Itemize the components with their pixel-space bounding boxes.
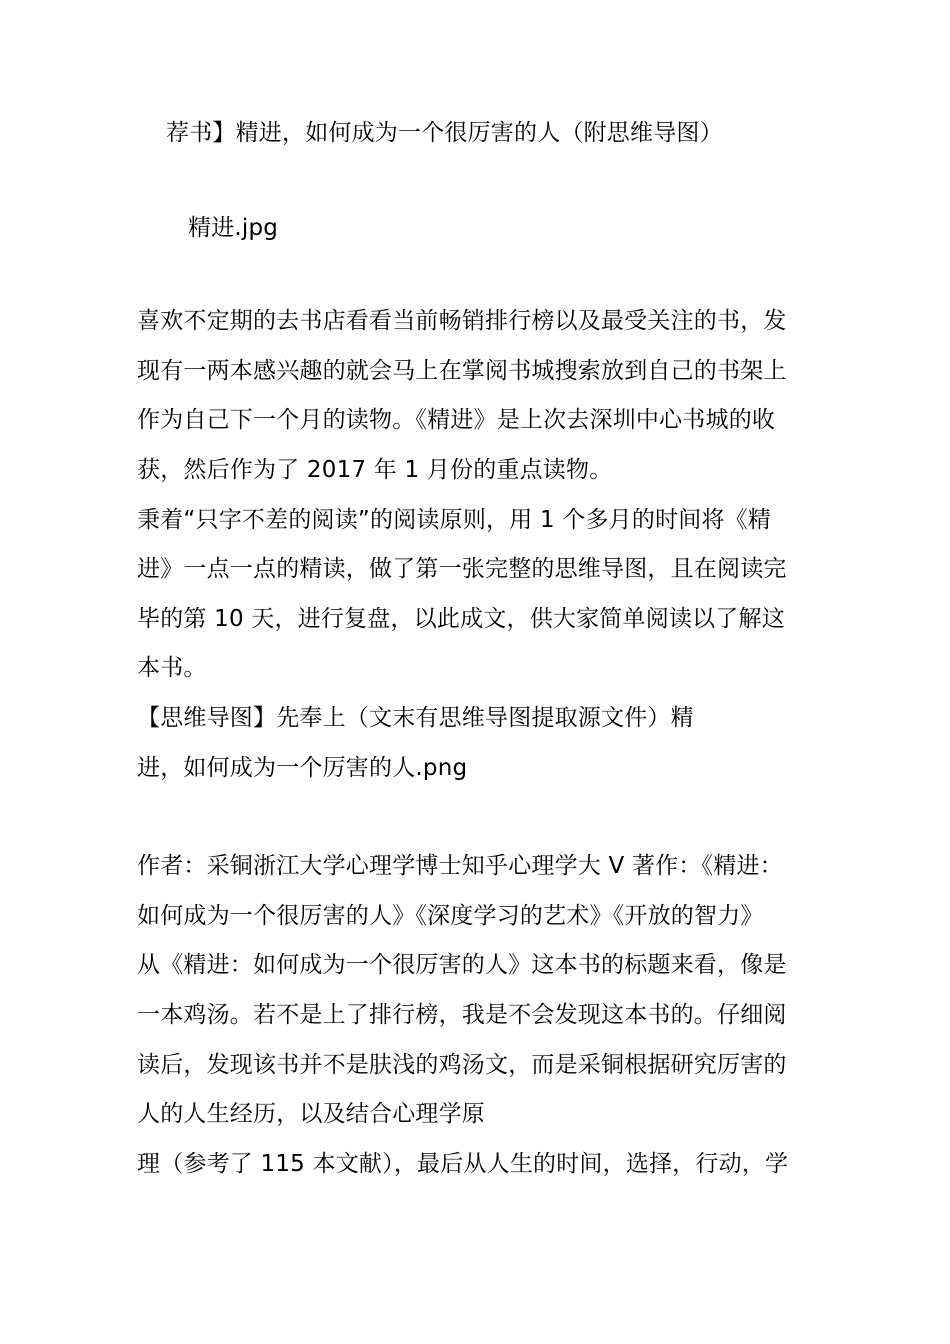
paragraph-line: 进》一点一点的精读，做了第一张完整的思维导图，且在阅读完 [137,556,787,582]
paragraph-line: 作者：采铜浙江大学心理学博士知乎心理学大 V 著作：《精进： [137,853,783,879]
image-caption-mindmap: 进，如何成为一个厉害的人.png [137,755,468,781]
paragraph-line: 现有一两本感兴趣的就会马上在掌阅书城搜索放到自己的书架上 [137,358,787,384]
paragraph-line: 毕的第 10 天，进行复盘，以此成文，供大家简单阅读以了解这 [137,606,785,632]
paragraph-line: 从《精进：如何成为一个很厉害的人》这本书的标题来看，像是 [137,952,787,978]
paragraph-line: 秉着“只字不差的阅读”的阅读原则，用 1 个多月的时间将《精 [137,507,772,533]
document-title: 荐书】精进，如何成为一个很厉害的人（附思维导图） [166,120,723,146]
image-caption-cover: 精进.jpg [188,215,279,241]
paragraph-line: 读后，发现该书并不是肤浅的鸡汤文，而是采铜根据研究厉害的 [137,1052,787,1078]
mindmap-heading: 【思维导图】先奉上（文末有思维导图提取源文件）精 [137,705,694,731]
paragraph-line: 作为自己下一个月的读物。《精进》是上次去深圳中心书城的收 [137,407,776,433]
paragraph-line: 如何成为一个很厉害的人》《深度学习的艺术》《开放的智力》 [137,903,764,929]
paragraph-line: 本书。 [137,655,207,681]
paragraph-line: 理（参考了 115 本文献），最后从人生的时间，选择，行动，学 [137,1151,789,1177]
paragraph-line: 获，然后作为了 2017 年 1 月份的重点读物。 [137,457,613,483]
paragraph-line: 喜欢不定期的去书店看看当前畅销排行榜以及最受关注的书，发 [137,308,787,334]
paragraph-line: 人的人生经历，以及结合心理学原 [137,1101,485,1127]
paragraph-line: 一本鸡汤。若不是上了排行榜，我是不会发现这本书的。仔细阅 [137,1002,787,1028]
